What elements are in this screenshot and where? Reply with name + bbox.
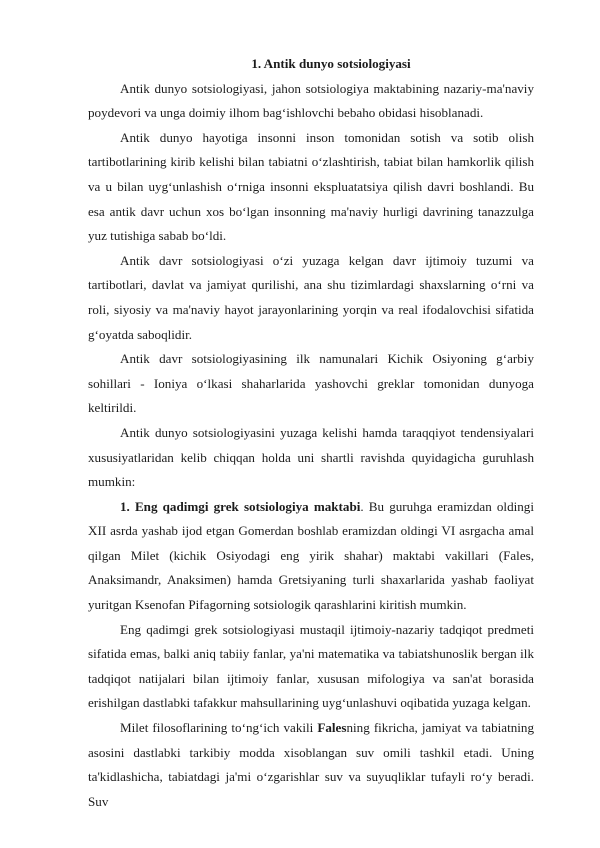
section-1-heading: 1. Eng qadimgi grek sotsiologiya maktabi (120, 498, 361, 514)
paragraph-antique-sociology: Antik davr sotsiologiyasi o‘zi yuzaga kelgan davr ijtimoiy tuzumi va tartibotlari, davlat va jamiyat qurilishi, ana shu tizimlardagi shaxslarning o‘rni va roli, siyosiy va ma'naviy hayot jarayonlarining yorqin va real ifodalovchisi sifatida g‘oyatda saboqlidir. (88, 252, 534, 342)
paragraph-greek-sociology: Eng qadimgi grek sotsiologiyasi mustaqil ijtimoiy-nazariy tadqiqot predmeti sifatida emas, balki aniq tabiiy fanlar, ya'ni matematika va tabiatshunoslik bergan ilk tadqiqot natijalari bilan ijtimoiy fanlar, xususan mifologiya va san'at borasida erishilgan dastlabki tafakkur mahsullarining uyg‘unlashuvi oqibatida yuzaga kelgan. (88, 621, 534, 711)
fales-name: Fales (317, 720, 347, 736)
document-page (88, 52, 534, 814)
paragraph-section-1 (88, 495, 534, 618)
document-title: 1. Antik dunyo sotsiologiyasi (251, 56, 411, 71)
section-1-text: . Bu guruhga eramizdan oldingi XII asrda yashab ijod etgan Gomerdan boshlab eramizdan oldingi VI asrgacha amal qilgan Milet (kichik Osiyodagi eng yirik shahar) maktabi vakillari (Fales, Anaksimandr, Anaksimen) hamda Gretsiyaning turli shaxarlarida yashab faoliyat yuritgan Ksenofan Pifagorning sotsiologik qarashlarini kiritish mumkin. (88, 498, 534, 613)
paragraph-intro: Antik dunyo sotsiologiyasi, jahon sotsiologiya maktabining nazariy-ma'naviy poydevori va unga doimiy ilhom bag‘ishlovchi bebaho obidasi hisoblanadi. (88, 80, 534, 121)
paragraph-fales (88, 716, 534, 814)
paragraph-grouping: Antik dunyo sotsiologiyasini yuzaga kelishi hamda taraqqiyot tendensiyalari xususiyatlaridan kelib chiqqan holda uni shartli ravishda quyidagicha guruhlash mumkin: (88, 424, 534, 490)
paragraph-exploitation: Antik dunyo hayotiga insonni inson tomonidan sotish va sotib olish tartibotlarining kirib kelishi bilan tabiatni o‘zlashtirish, tabiat bilan hamkorlik qilish va u bilan uyg‘unlashish o‘rniga insonni ekspluatatsiya qilish davri boshlandi. Bu esa antik davr uchun xos bo‘lgan insonning ma'naviy hurligi davrining tanazzulga yuz tutishiga sabab bo‘ldi. (88, 129, 534, 244)
fales-text-before: Milet filosoflarining to‘ng‘ich vakili (120, 720, 318, 736)
fales-text-after: ning fikricha, jamiyat va tabiatning asosini dastlabki tarkibiy modda xisoblangan suv omili tashkil etadi. Uning ta'kidlashicha, tabiatdagi ja'mi o‘zgarishlar suv va suyuqliklar tufayli ro‘y beradi. Suv (88, 720, 534, 809)
paragraph-ionia: Antik davr sotsiologiyasining ilk namunalari Kichik Osiyoning g‘arbiy sohillari - Ioniya o‘lkasi shaharlarida yashovchi greklar tomonidan dunyoga keltirildi. (88, 351, 534, 416)
